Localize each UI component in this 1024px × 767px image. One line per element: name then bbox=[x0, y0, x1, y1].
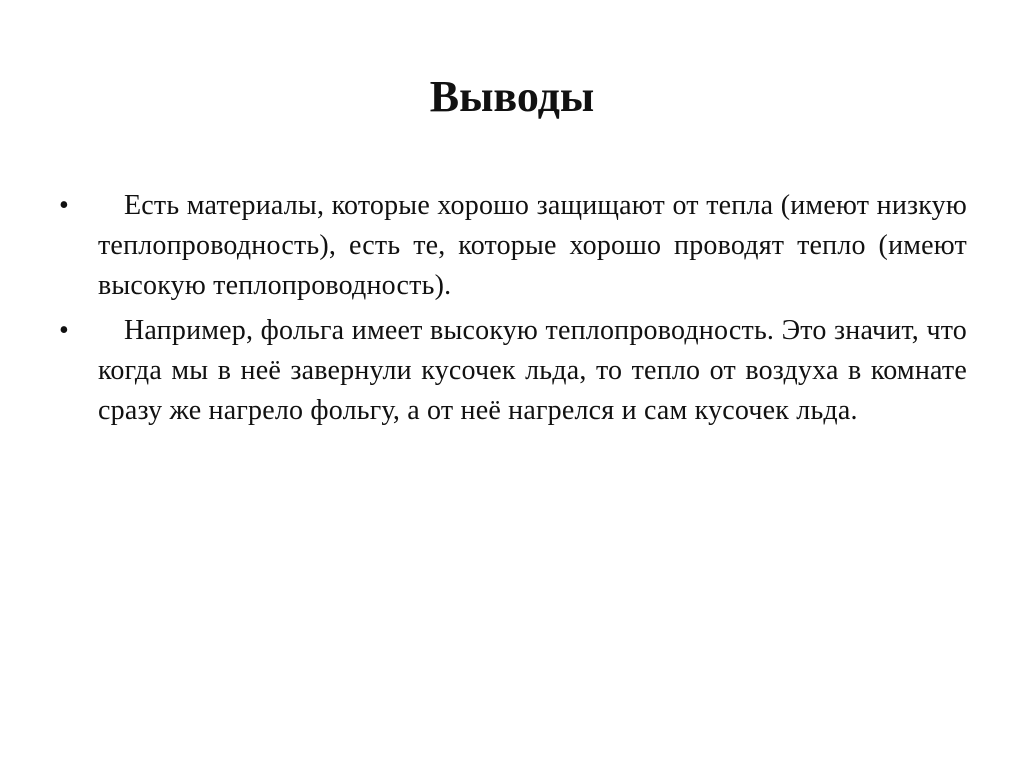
bullet-item-1 bbox=[55, 186, 967, 306]
bullet-marker: • bbox=[59, 315, 69, 346]
bullet-text: Например, фольга имеет высокую теплопроводность. Это значит, что когда мы в неё завернули кусочек льда, то тепло от воздуха в комнате сразу же нагрело фольгу, а от неё нагрелся и сам кусочек льда. bbox=[98, 315, 967, 426]
slide-title: Выводы bbox=[429, 72, 595, 121]
bullet-marker: • bbox=[59, 190, 69, 221]
bullet-item-2 bbox=[55, 311, 967, 431]
bullet-list bbox=[55, 186, 967, 436]
bullet-text: Есть материалы, которые хорошо защищают от тепла (имеют низкую теплопроводность), есть те, которые хорошо проводят тепло (имеют высокую теплопроводность). bbox=[98, 190, 967, 301]
